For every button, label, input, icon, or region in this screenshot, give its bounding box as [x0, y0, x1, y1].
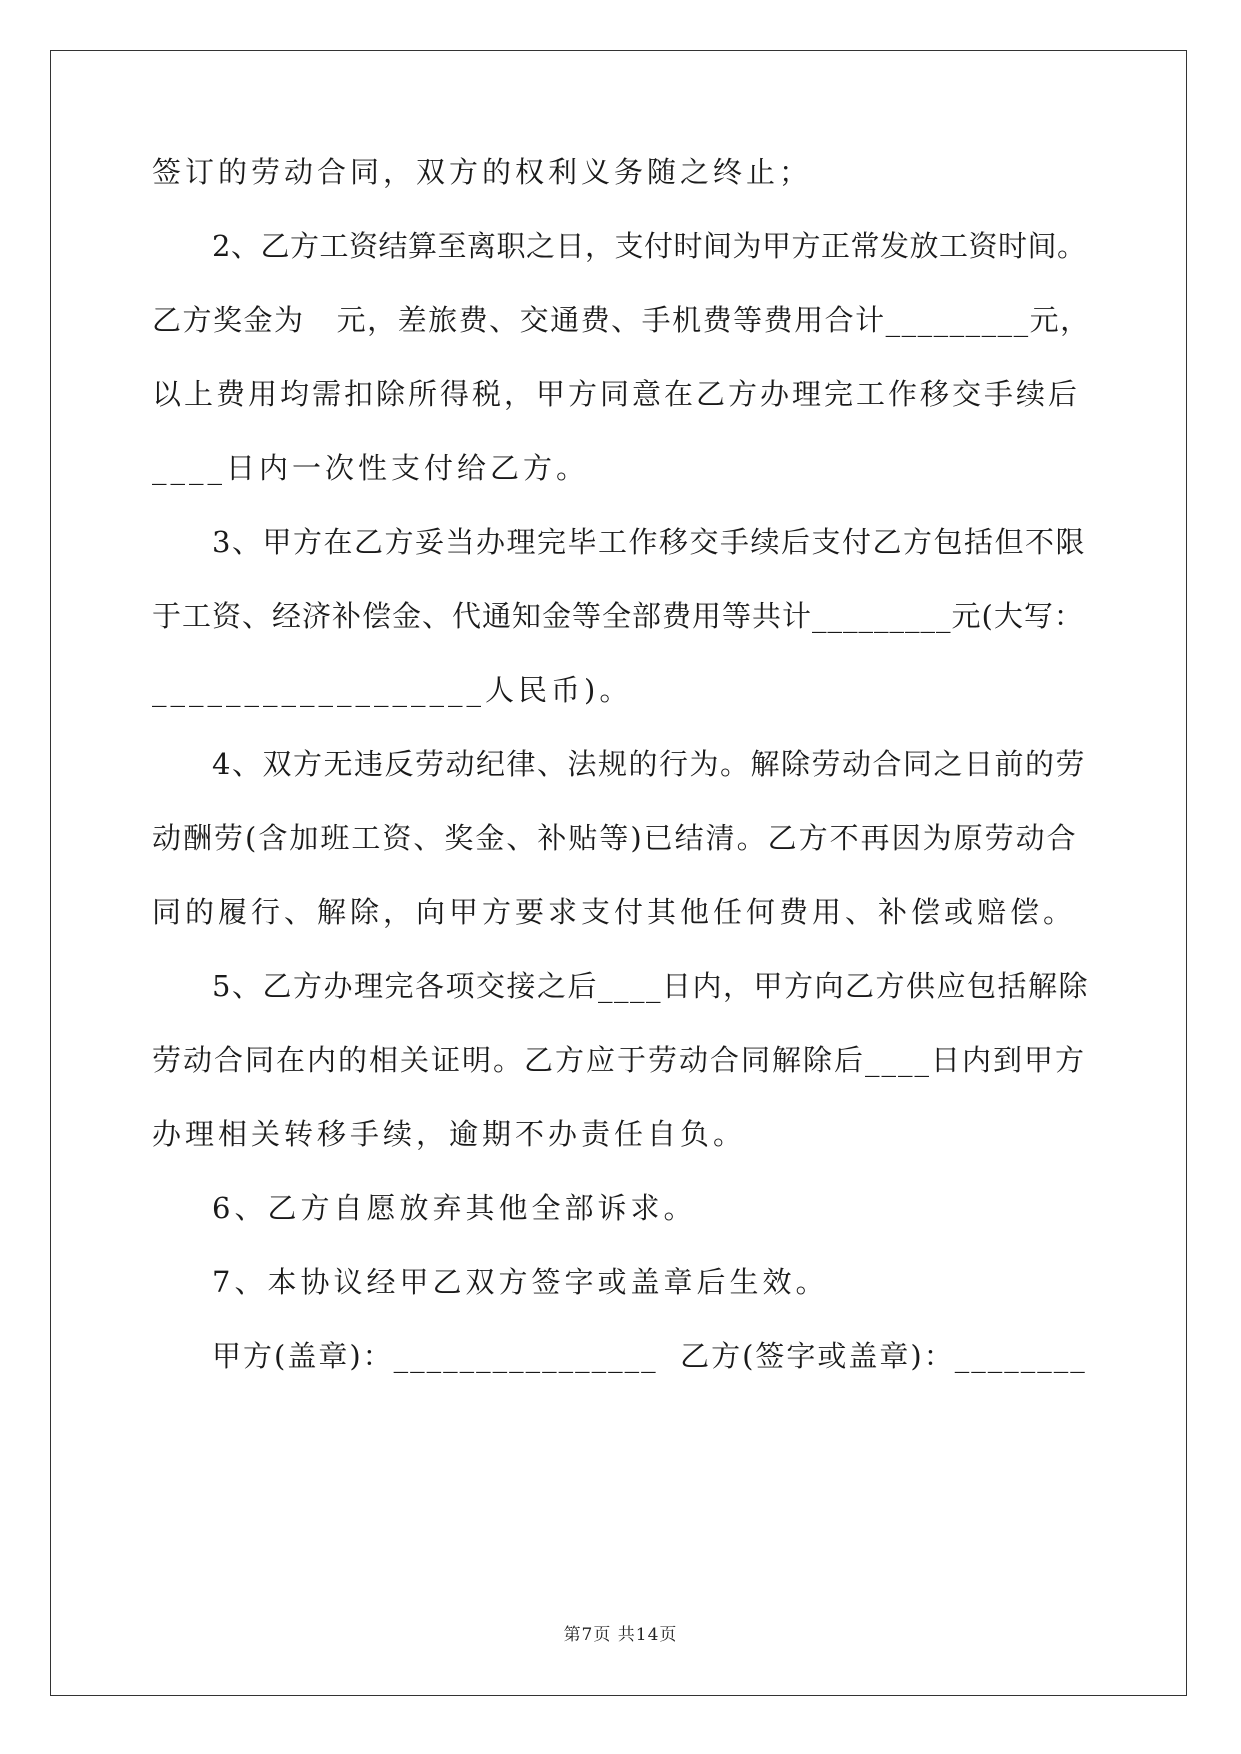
clause-4-line-2: 动酬劳(含加班工资、奖金、补贴等)已结清。乙方不再因为原劳动合 — [152, 821, 1078, 855]
clause-6: 6、乙方自愿放弃其他全部诉求。 — [212, 1191, 697, 1225]
clause-4-line-1: 4、双方无违反劳动纪律、法规的行为。解除劳动合同之日前的劳 — [212, 747, 1086, 781]
clause-5-line-3: 办理相关转移手续，逾期不办责任自负。 — [152, 1117, 747, 1151]
clause-2-line-1: 2、乙方工资结算至离职之日，支付时间为甲方正常发放工资时间。 — [212, 229, 1087, 263]
signature-line: 甲方(盖章)：________________ 乙方(签字或盖章)：________ — [212, 1339, 1087, 1373]
clause-3-line-2: 于工资、经济补偿金、代通知金等全部费用等共计_________元(大写： — [152, 599, 1084, 633]
page-border — [50, 50, 1187, 1696]
clause-5-line-1: 5、乙方办理完各项交接之后____日内，甲方向乙方供应包括解除 — [212, 969, 1089, 1003]
clause-5-line-2: 劳动合同在内的相关证明。乙方应于劳动合同解除后____日内到甲方 — [152, 1043, 1087, 1077]
clause-2-line-4: ____日内一次性支付给乙方。 — [152, 451, 590, 485]
text-line-1: 签订的劳动合同，双方的权利义务随之终止； — [152, 155, 813, 189]
page-number: 第7页 共14页 — [563, 1625, 678, 1645]
clause-3-line-1: 3、甲方在乙方妥当办理完毕工作移交手续后支付乙方包括但不限 — [212, 525, 1086, 559]
clause-4-line-3: 同的履行、解除，向甲方要求支付其他任何费用、补偿或赔偿。 — [152, 895, 1077, 929]
clause-3-line-3: __________________人民币)。 — [152, 673, 633, 707]
clause-2-line-3: 以上费用均需扣除所得税，甲方同意在乙方办理完工作移交手续后 — [152, 377, 1081, 411]
clause-7: 7、本协议经甲乙双方签字或盖章后生效。 — [212, 1265, 829, 1299]
clause-2-line-2: 乙方奖金为 元，差旅费、交通费、手机费等费用合计_________元， — [152, 303, 1091, 337]
